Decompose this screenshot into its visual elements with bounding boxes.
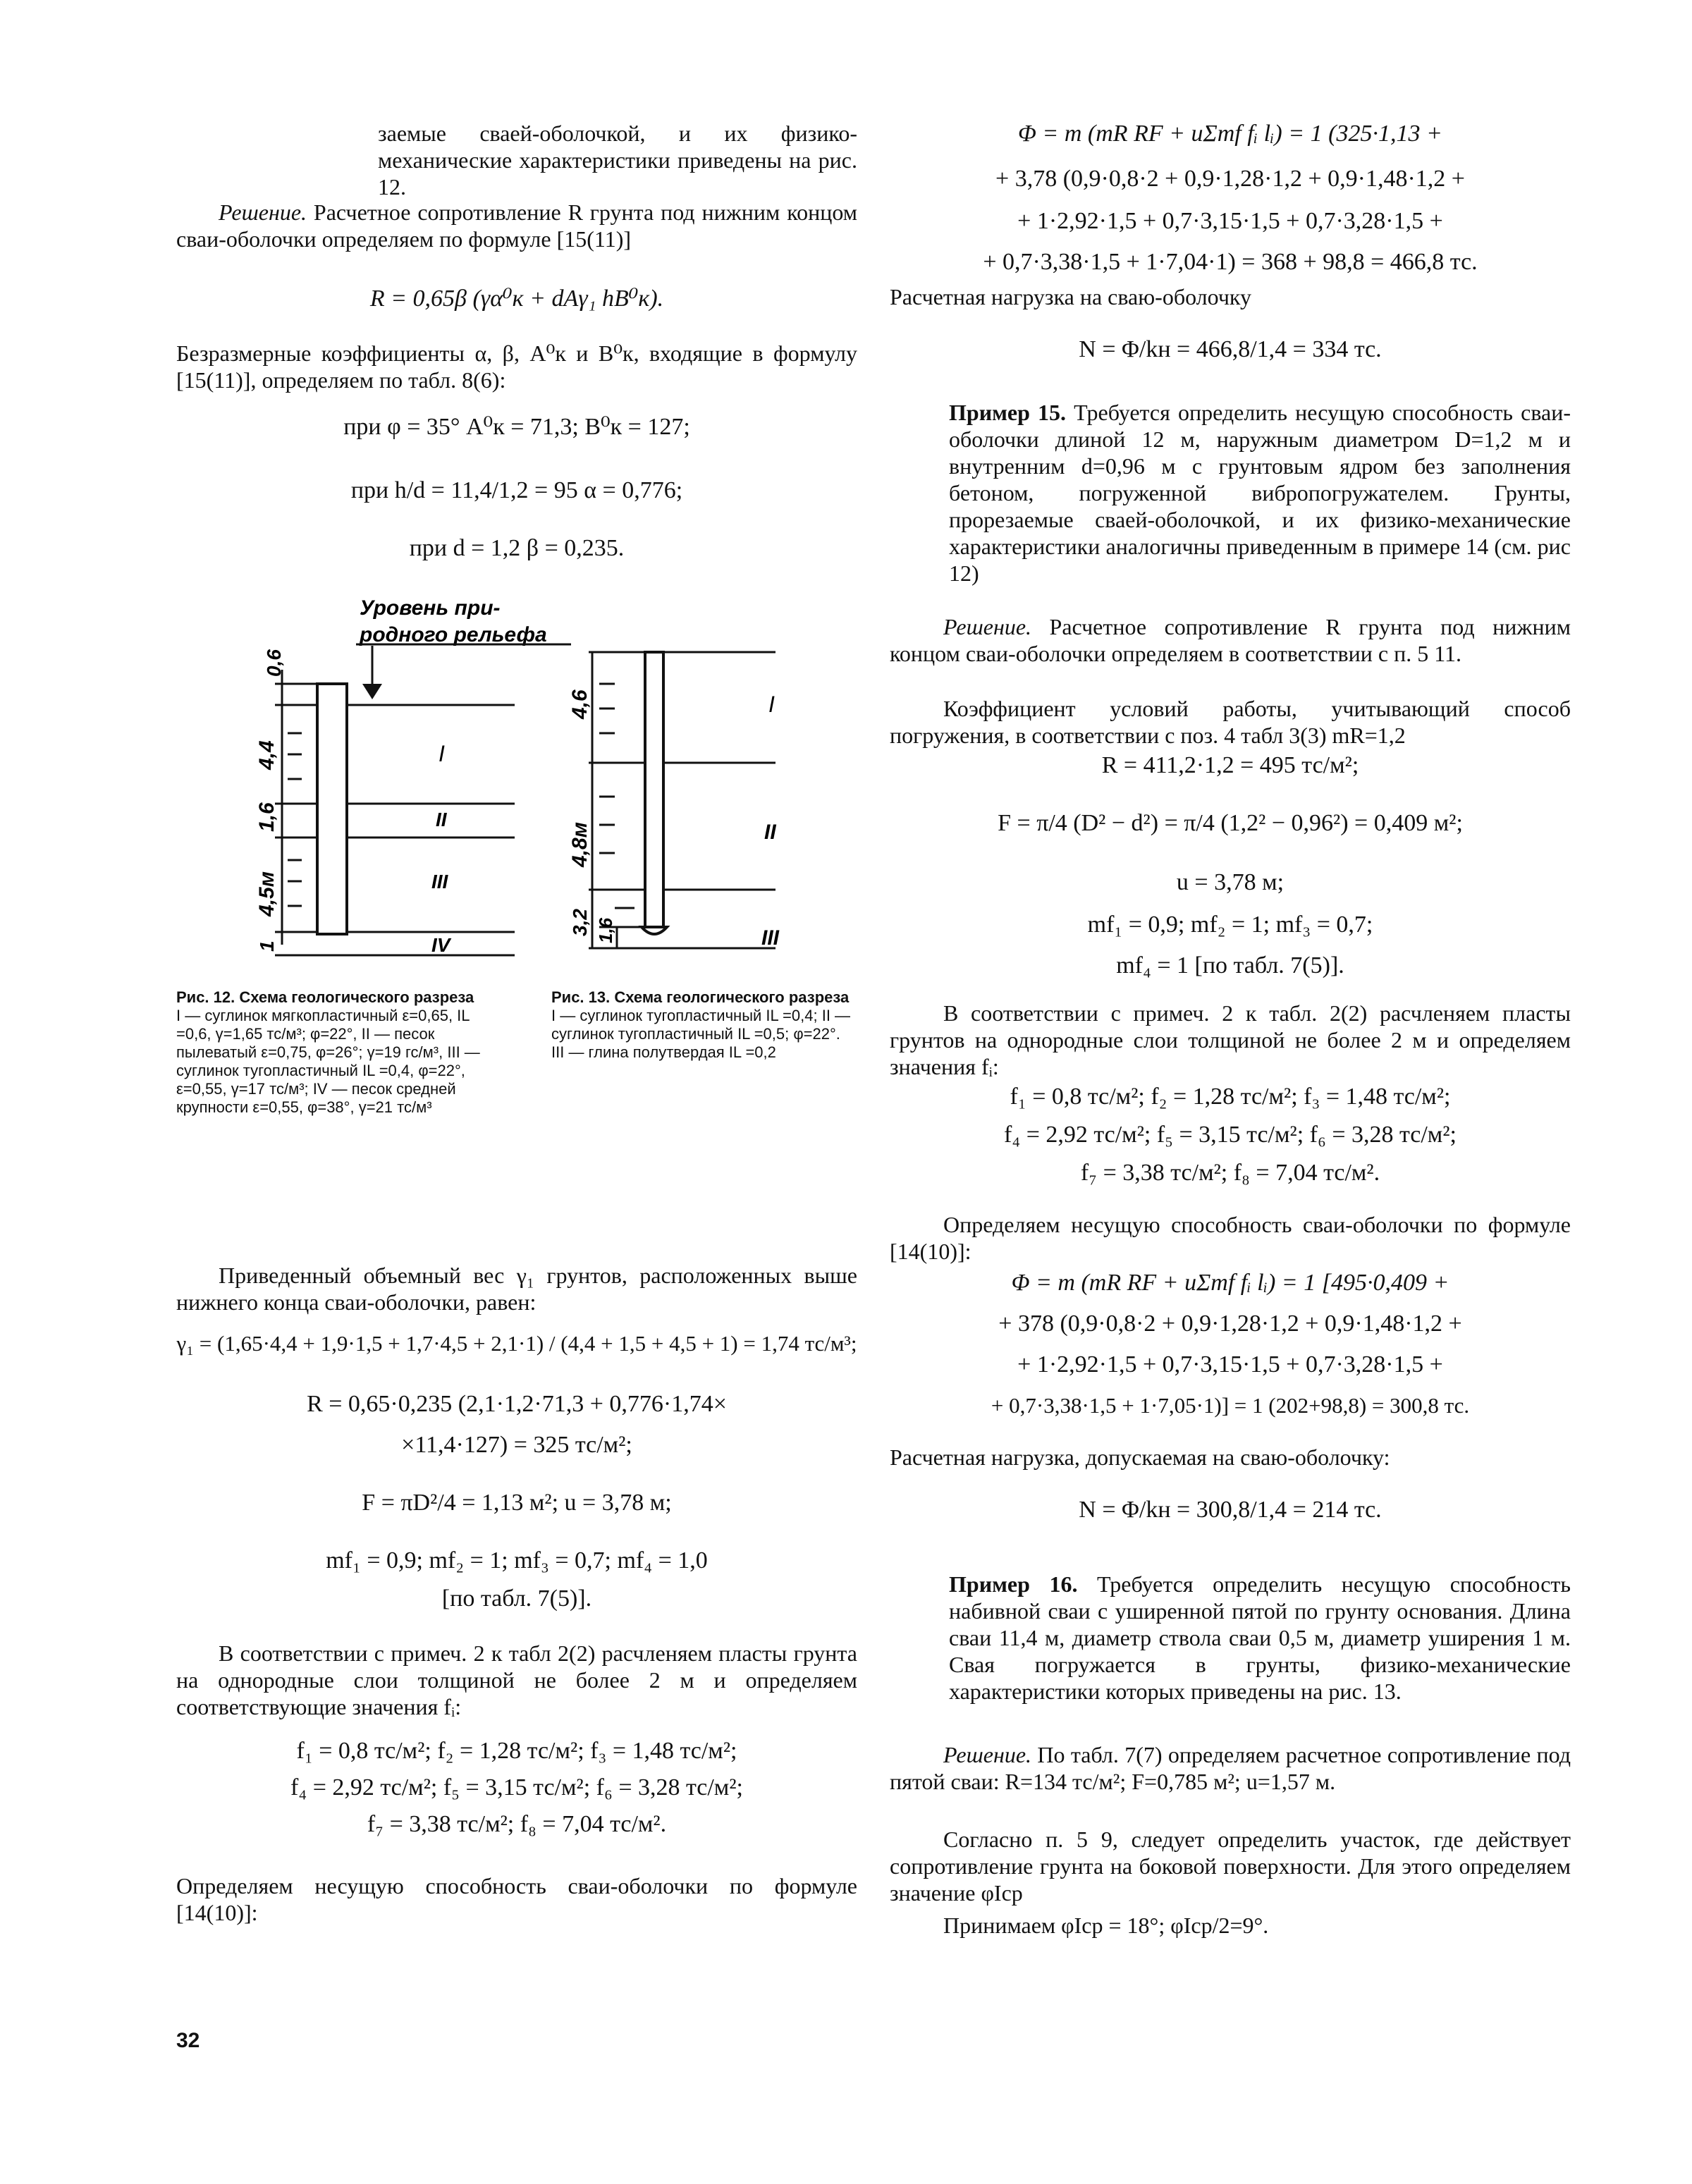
figure-12-13: [176, 585, 857, 966]
fig12-dim: 4,4: [255, 740, 278, 770]
formula-phi-2: + 3,78 (0,9·0,8·2 + 0,9·1,28·1,2 + 0,9·1,48·1,2 +: [995, 166, 1465, 192]
fig13-layer-label: II: [764, 821, 776, 844]
fig13-dim: 3,2: [569, 909, 591, 936]
example-15: Пример 15. Требуется определить несущую способность сваи-оболочки длиной 12 м, наружным диаметром D=1,2 м и внутренним d=0,96 м с грунтовым ядром без заполнения бетоном, погруженной вибропогружателем. Грунты, прорезаемые сваей-оболочкой, и их физико-механические характеристики аналогичны приведенным в примере 14 (см. рис 12): [949, 400, 1571, 586]
formula-n-1: N = Φ/kн = 466,8/1,4 = 334 тс.: [1079, 336, 1382, 362]
figure-13-caption: [551, 988, 857, 1062]
figure-12-caption-body: I — суглинок мягкопластичный ε=0,65, IL =0,6, γ=1,65 тс/м³; φ=22°, II — песок пылеватый ε=0,75, φ=26°; γ=19 гс/м³, III — суглинок тугопластичный IL =0,4, φ=22°, ε=0,55, γ=17 тс/м³; IV — песок средней крупности ε=0,55, φ=38°, γ=21 тс/м³: [176, 1007, 480, 1116]
right-paragraph-2: Решение. Расчетное сопротивление R грунта под нижним концом сваи-оболочки определяем в соответствии с п. 5 11.: [890, 614, 1571, 666]
right-paragraph-8: Согласно п. 5 9, следует определить участок, где действует сопротивление грунта на боковой поверхности. Для этого определяем значение φIср: [890, 1827, 1571, 1906]
level-label-line2: родного рельефа: [360, 623, 547, 646]
fig13-layer-label: I: [768, 692, 775, 717]
fig13-dim: 1,6: [595, 917, 616, 943]
fig12-dim: 0,6: [263, 649, 285, 677]
figure-12-caption-title: Рис. 12. Схема геологического разреза: [176, 988, 474, 1006]
left-paragraph-6: Определяем несущую способность сваи-оболочки по формуле [14(10)]:: [176, 1873, 857, 1925]
fig12-layer-label: IV: [431, 934, 450, 956]
formula-f2-values-2: f₄ = 2,92 тс/м²; f₅ = 3,15 тс/м²; f₆ = 3,28 тс/м²;: [1004, 1122, 1457, 1148]
fig12-dim: 4,5м: [255, 871, 278, 916]
formula-f-values-3: f₇ = 3,38 тс/м²; f₈ = 7,04 тс/м².: [367, 1811, 667, 1837]
formula-d: при d = 1,2 β = 0,235.: [409, 535, 625, 561]
fig13-dim: 4,6: [568, 689, 591, 719]
figure-12-diagram: [255, 649, 515, 956]
figure-13-diagram: [568, 652, 780, 950]
formula-r-2: R = 411,2·1,2 = 495 тс/м²;: [1101, 752, 1359, 778]
fig13-dim: 4,8м: [568, 822, 591, 867]
formula-r-calc-b: ×11,4·127) = 325 тс/м²;: [401, 1432, 632, 1458]
formula-f: F = πD²/4 = 1,13 м²; u = 3,78 м;: [362, 1490, 672, 1516]
right-paragraph-7: Решение. По табл. 7(7) определяем расчетное сопротивление под пятой сваи: R=134 тс/м²; F=0,785 м²; u=1,57 м.: [890, 1742, 1571, 1794]
right-paragraph-6: Расчетная нагрузка, допускаемая на сваю-оболочку:: [890, 1444, 1390, 1470]
fig12-layer-label: III: [431, 871, 448, 892]
page-number: 32: [176, 2029, 200, 2052]
formula-f2-values-1: f₁ = 0,8 тс/м²; f₂ = 1,28 тс/м²; f₃ = 1,48 тс/м²;: [1010, 1084, 1451, 1110]
left-paragraph-5: В соответствии с примеч. 2 к табл 2(2) расчленяем пласты грунта на однородные слои толщиной не более 2 м и определяем соответствующие значения fᵢ:: [176, 1640, 857, 1719]
formula-phi2-3: + 1·2,92·1,5 + 0,7·3,15·1,5 + 0,7·3,28·1,5 +: [1017, 1351, 1443, 1378]
left-paragraph-4: Приведенный объемный вес γ₁ грунтов, расположенных выше нижнего конца сваи-оболочки, равен:: [176, 1263, 857, 1315]
left-paragraph-1: заемые сваей-оболочкой, и их физико-механические характеристики приведены на рис. 12.: [378, 121, 857, 200]
solution-label: Решение.: [943, 614, 1032, 639]
fig12-dim: 1,6: [255, 802, 278, 832]
formula-n-2: N = Φ/kн = 300,8/1,4 = 214 тс.: [1079, 1497, 1382, 1523]
formula-phi-3: + 1·2,92·1,5 + 0,7·3,15·1,5 + 0,7·3,28·1,5 +: [1017, 208, 1443, 234]
right-paragraph-5: Определяем несущую способность сваи-оболочки по формуле [14(10)]:: [890, 1212, 1571, 1264]
example-16: Пример 16. Требуется определить несущую способность набивной сваи с уширенной пятой по грунту основания. Длина сваи 11,4 м, диаметр ствола сваи 0,5 м, диаметр уширения 1 м. Свая погружается в грунты, физико-механические характеристики которых приведены на рис. 13.: [949, 1571, 1571, 1704]
formula-u: u = 3,78 м;: [1176, 869, 1285, 895]
formula-phi: при φ = 35° A⁰к = 71,3; B⁰к = 127;: [343, 414, 690, 440]
formula-phi-1: Φ = m (mR RF + uΣmf fᵢ lᵢ) = 1 (325·1,13 +: [1018, 121, 1442, 147]
left-paragraph-3: Безразмерные коэффициенты α, β, A⁰к и B⁰к, входящие в формулу [15(11)], определяем по табл. 8(6):: [176, 341, 857, 393]
level-label-line1: Уровень при-: [360, 596, 501, 620]
formula-gamma: γ₁ = (1,65·4,4 + 1,9·1,5 + 1,7·4,5 + 2,1·1) / (4,4 + 1,5 + 4,5 + 1) = 1,74 тс/м³;: [176, 1331, 857, 1356]
formula-mf-ref: [по табл. 7(5)].: [441, 1585, 592, 1612]
formula-f-values-1: f₁ = 0,8 тс/м²; f₂ = 1,28 тс/м²; f₃ = 1,48 тс/м²;: [296, 1738, 737, 1764]
formula-phi2-1: Φ = m (mR RF + uΣmf fᵢ lᵢ) = 1 [495·0,409 +: [1011, 1270, 1449, 1296]
formula-r-calc-a: R = 0,65·0,235 (2,1·1,2·71,3 + 0,776·1,74×: [307, 1391, 727, 1417]
right-paragraph-3: Коэффициент условий работы, учитывающий способ погружения, в соответствии с поз. 4 табл 3(3) mR=1,2: [890, 696, 1571, 748]
formula-phi2-2: + 378 (0,9·0,8·2 + 0,9·1,28·1,2 + 0,9·1,48·1,2 +: [998, 1311, 1462, 1337]
formula-f-values-2: f₄ = 2,92 тс/м²; f₅ = 3,15 тс/м²; f₆ = 3,28 тс/м²;: [290, 1774, 743, 1800]
solution-label: Решение.: [219, 200, 307, 225]
formula-mf-2: mf₁ = 0,9; mf₂ = 1; mf₃ = 0,7;: [1087, 912, 1373, 938]
example-16-label: Пример 16.: [949, 1571, 1078, 1597]
right-paragraph-1: Расчетная нагрузка на сваю-оболочку: [890, 284, 1251, 309]
formula-f-2: F = π/4 (D² − d²) = π/4 (1,2² − 0,96²) = 0,409 м²;: [998, 810, 1463, 836]
formula-phi2-4: + 0,7·3,38·1,5 + 1·7,05·1)] = 1 (202+98,8) = 300,8 тс.: [991, 1393, 1470, 1418]
formula-h-d: при h/d = 11,4/1,2 = 95 α = 0,776;: [350, 477, 683, 503]
formula-r: R = 0,65β (γα⁰к + dAγ₁ hB⁰к).: [369, 286, 664, 312]
example-15-label: Пример 15.: [949, 400, 1067, 425]
right-paragraph-4: В соответствии с примеч. 2 к табл. 2(2) расчленяем пласты грунтов на однородные слои толщиной не более 2 м и определяем значения fᵢ:: [890, 1000, 1571, 1079]
right-paragraph-9: Принимаем φIср = 18°; φIср/2=9°.: [943, 1913, 1269, 1938]
left-paragraph-2: Решение. Расчетное сопротивление R грунта под нижним концом сваи-оболочки определяем по формуле [15(11)]: [176, 200, 857, 252]
fig12-layer-label: I: [439, 741, 445, 766]
formula-mf: mf₁ = 0,9; mf₂ = 1; mf₃ = 0,7; mf₄ = 1,0: [326, 1547, 708, 1573]
figure-13-caption-title: Рис. 13. Схема геологического разреза: [551, 988, 850, 1006]
formula-f2-values-3: f₇ = 3,38 тс/м²; f₈ = 7,04 тс/м².: [1080, 1160, 1380, 1186]
fig12-dim: 1: [256, 940, 278, 952]
formula-mf-2-ref: mf₄ = 1 [по табл. 7(5)].: [1116, 952, 1344, 978]
fig12-layer-label: II: [436, 809, 447, 830]
fig13-layer-label: III: [761, 926, 780, 950]
solution-label: Решение.: [943, 1742, 1032, 1767]
figure-13-caption-body: I — суглинок тугопластичный IL =0,4; II — суглинок тугопластичный IL =0,5; φ=22°. III — глина полутвердая IL =0,2: [551, 1007, 851, 1061]
formula-phi-4: + 0,7·3,38·1,5 + 1·7,04·1) = 368 + 98,8 = 466,8 тс.: [983, 249, 1478, 275]
figure-12-caption: [176, 988, 482, 1117]
